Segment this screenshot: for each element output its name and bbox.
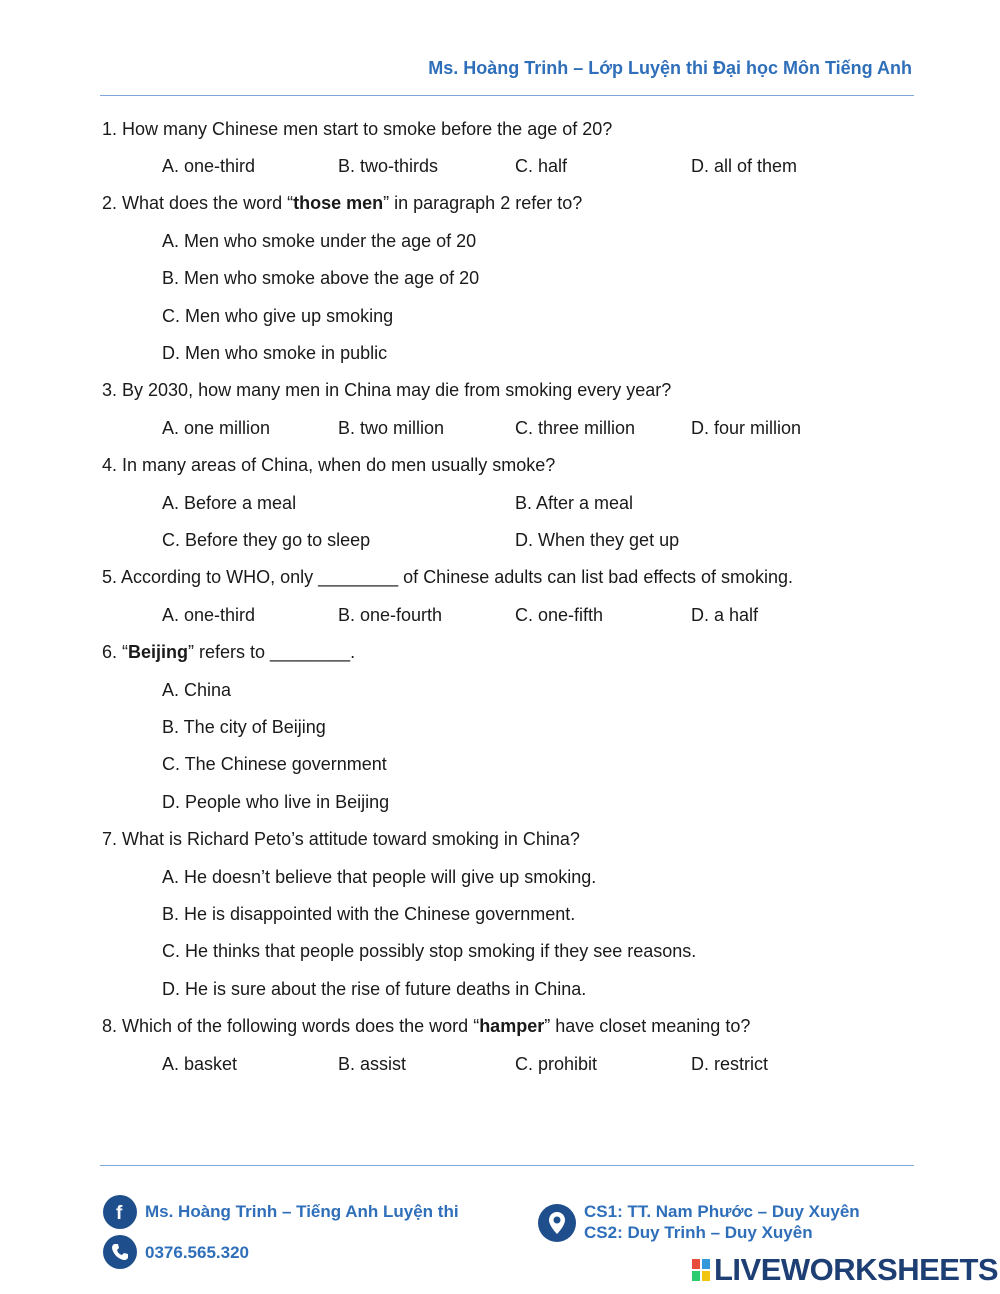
q5-option-a[interactable]: A. one-third	[162, 605, 256, 625]
q8-option-c[interactable]: C. prohibit	[515, 1054, 598, 1074]
address-line-2: CS2: Duy Trinh – Duy Xuyên	[584, 1223, 813, 1242]
question-3: 3. By 2030, how many men in China may die from smoking every year?	[102, 380, 672, 400]
q7-option-c[interactable]: C. He thinks that people possibly stop smoking if they see reasons.	[162, 941, 697, 961]
q8-option-b[interactable]: B. assist	[338, 1054, 407, 1074]
facebook-icon	[103, 1195, 137, 1229]
q3-option-d[interactable]: D. four million	[691, 418, 802, 438]
svg-text:f: f	[116, 1203, 123, 1222]
q1-option-c[interactable]: C. half	[515, 156, 568, 176]
footer-divider	[100, 1165, 914, 1166]
address-line-1: CS1: TT. Nam Phước – Duy Xuyên	[584, 1202, 860, 1221]
header-divider	[100, 95, 914, 96]
q5-option-b[interactable]: B. one-fourth	[338, 605, 443, 625]
question-8: 8. Which of the following words does the word “hamper” have closet meaning to?	[102, 1016, 751, 1036]
q6-option-a[interactable]: A. China	[162, 680, 232, 700]
question-2: 2. What does the word “those men” in paragraph 2 refer to?	[102, 193, 583, 213]
q4-option-d[interactable]: D. When they get up	[515, 530, 680, 550]
q7-option-a[interactable]: A. He doesn’t believe that people will give up smoking.	[162, 867, 597, 887]
q6-option-d[interactable]: D. People who live in Beijing	[162, 792, 390, 812]
q1-option-a[interactable]: A. one-third	[162, 156, 256, 176]
question-6: 6. “Beijing” refers to ________.	[102, 642, 356, 662]
q6-option-b[interactable]: B. The city of Beijing	[162, 717, 326, 737]
liveworksheets-mark-icon	[692, 1259, 710, 1281]
page-header-title: Ms. Hoàng Trinh – Lớp Luyện thi Đại học Môn Tiếng Anh	[428, 58, 912, 78]
q5-option-d[interactable]: D. a half	[691, 605, 759, 625]
phone-number: 0376.565.320	[145, 1243, 249, 1262]
q3-option-a[interactable]: A. one million	[162, 418, 271, 438]
question-5: 5. According to WHO, only ________ of Chinese adults can list bad effects of smoking.	[102, 567, 794, 587]
q5-option-c[interactable]: C. one-fifth	[515, 605, 604, 625]
q1-option-d[interactable]: D. all of them	[691, 156, 798, 176]
question-1: 1. How many Chinese men start to smoke before the age of 20?	[102, 119, 613, 139]
q3-option-c[interactable]: C. three million	[515, 418, 636, 438]
q1-option-b[interactable]: B. two-thirds	[338, 156, 439, 176]
q4-option-b[interactable]: B. After a meal	[515, 493, 634, 513]
liveworksheets-logo-text: LIVEWORKSHEETS	[714, 1252, 999, 1287]
q8-option-d[interactable]: D. restrict	[691, 1054, 769, 1074]
q3-option-b[interactable]: B. two million	[338, 418, 445, 438]
q6-option-c[interactable]: C. The Chinese government	[162, 754, 387, 774]
q2-option-c[interactable]: C. Men who give up smoking	[162, 306, 394, 326]
q7-option-d[interactable]: D. He is sure about the rise of future deaths in China.	[162, 979, 587, 999]
q8-option-a[interactable]: A. basket	[162, 1054, 238, 1074]
q7-option-b[interactable]: B. He is disappointed with the Chinese government.	[162, 904, 576, 924]
q4-option-a[interactable]: A. Before a meal	[162, 493, 297, 513]
q4-option-c[interactable]: C. Before they go to sleep	[162, 530, 371, 550]
question-7: 7. What is Richard Peto’s attitude toward smoking in China?	[102, 829, 580, 849]
q2-option-d[interactable]: D. Men who smoke in public	[162, 343, 388, 363]
q2-option-b[interactable]: B. Men who smoke above the age of 20	[162, 268, 480, 288]
liveworksheets-logo	[692, 1252, 998, 1288]
question-4: 4. In many areas of China, when do men usually smoke?	[102, 455, 556, 475]
location-pin-icon	[538, 1204, 576, 1242]
phone-icon	[103, 1235, 137, 1269]
facebook-label: Ms. Hoàng Trinh – Tiếng Anh Luyện thi	[145, 1202, 459, 1221]
q2-option-a[interactable]: A. Men who smoke under the age of 20	[162, 231, 477, 251]
